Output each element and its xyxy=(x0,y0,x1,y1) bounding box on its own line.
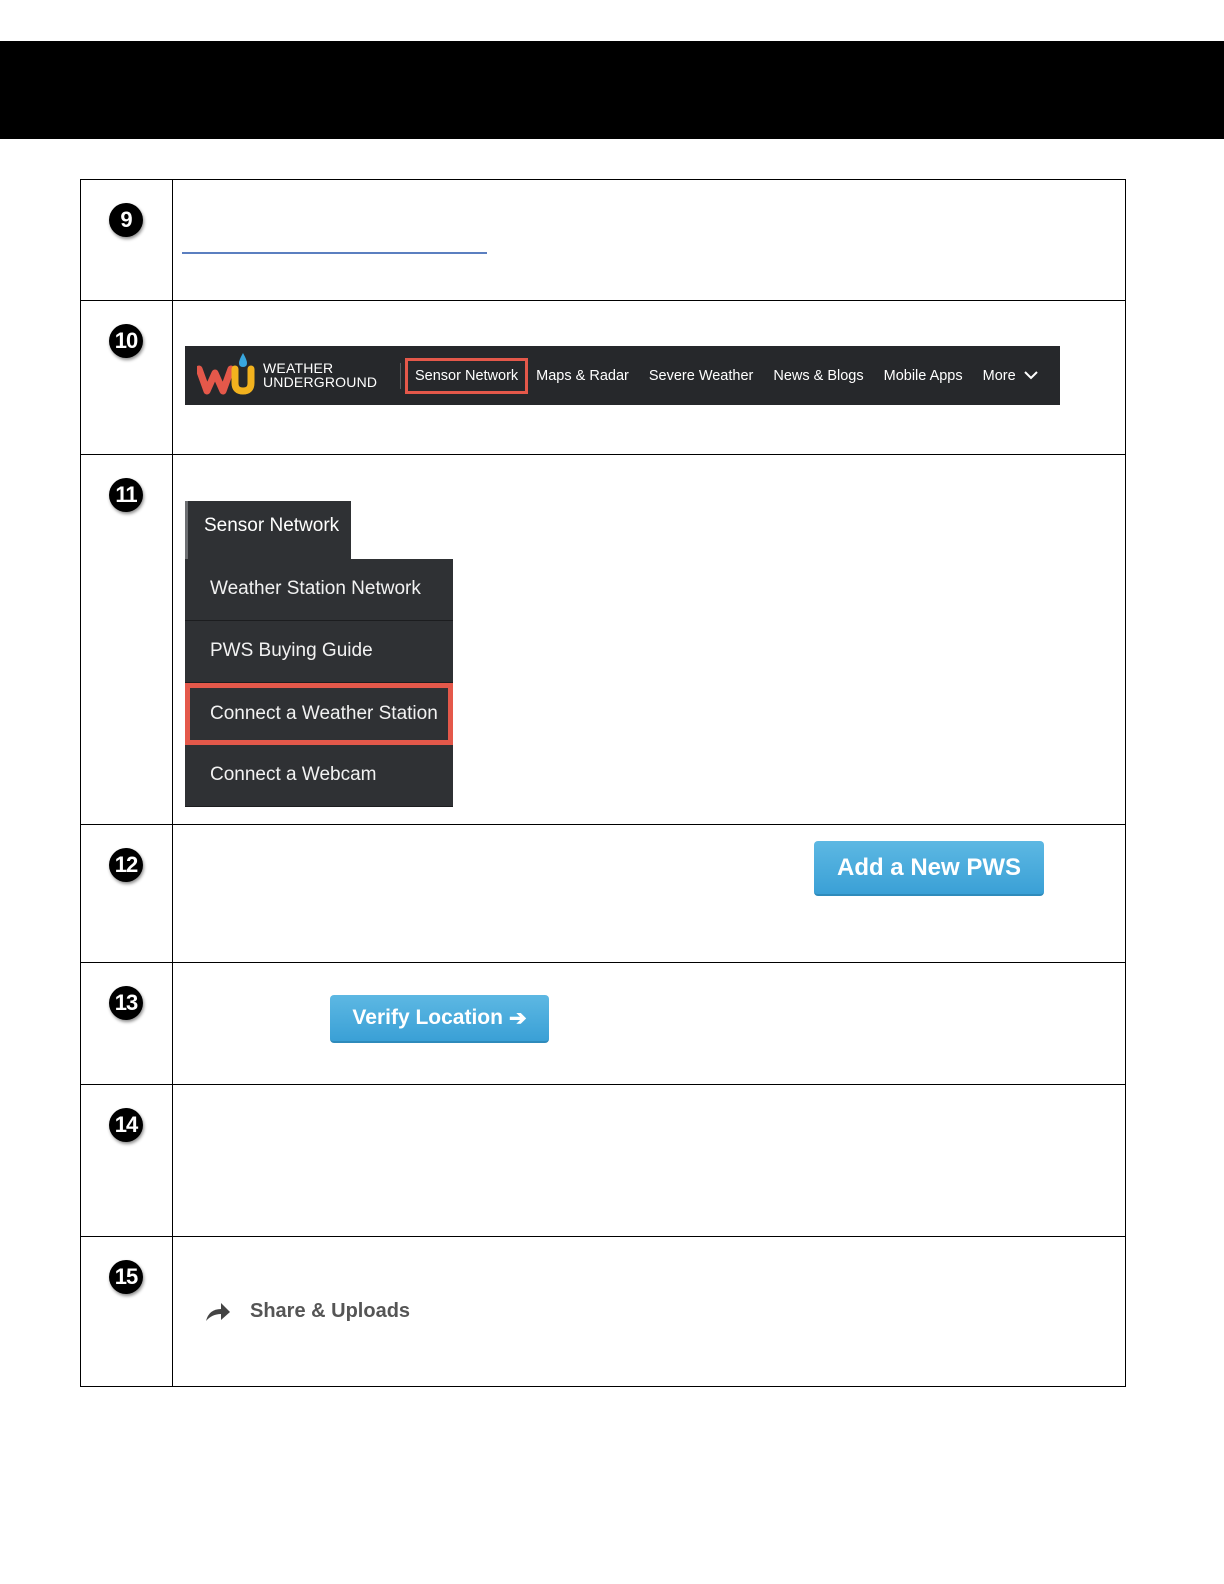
step-number-badge: 9 xyxy=(109,203,143,237)
arrow-right-icon: ➔ xyxy=(508,1006,527,1030)
step-number-badge: 10 xyxy=(109,324,143,358)
step-number-badge: 11 xyxy=(109,478,143,512)
share-uploads-link[interactable] xyxy=(205,1300,410,1323)
add-new-pws-button[interactable]: Add a New PWS xyxy=(814,841,1044,896)
top-banner xyxy=(0,41,1224,139)
wu-logo-line1: WEATHER xyxy=(263,360,334,376)
step-row-9 xyxy=(81,180,1126,301)
nav-separator xyxy=(400,363,401,389)
step-row-13 xyxy=(81,963,1126,1085)
nav-item-maps-radar[interactable]: Maps & Radar xyxy=(536,367,629,384)
nav-item-more-label: More xyxy=(982,367,1016,384)
step-row-15 xyxy=(81,1237,1126,1387)
step-number-badge: 12 xyxy=(109,848,143,882)
menu-item-connect-webcam[interactable]: Connect a Webcam xyxy=(185,745,453,807)
share-arrow-icon xyxy=(205,1302,231,1322)
menu-item-weather-station-network[interactable]: Weather Station Network xyxy=(185,559,453,621)
wu-logo[interactable] xyxy=(185,346,400,405)
wu-logo-icon xyxy=(197,351,259,397)
step-number-badge: 15 xyxy=(109,1260,143,1294)
blank-link-underline[interactable] xyxy=(182,252,487,254)
step-number-badge: 13 xyxy=(109,986,143,1020)
chevron-down-icon xyxy=(1024,371,1038,380)
nav-item-news-blogs[interactable]: News & Blogs xyxy=(773,367,864,384)
nav-item-more[interactable] xyxy=(983,368,1038,384)
share-uploads-label: Share & Uploads xyxy=(250,1300,411,1322)
step-row-10 xyxy=(81,301,1126,455)
step-row-14 xyxy=(81,1085,1126,1237)
menu-item-connect-weather-station[interactable]: Connect a Weather Station xyxy=(185,683,453,745)
nav-item-sensor-network[interactable]: Sensor Network xyxy=(405,358,528,394)
steps-table xyxy=(80,179,1126,1387)
nav-item-severe-weather[interactable]: Severe Weather xyxy=(648,367,754,384)
wu-navbar xyxy=(185,346,1060,405)
sensor-network-tab[interactable]: Sensor Network xyxy=(185,501,351,559)
verify-location-label: Verify Location xyxy=(352,1006,503,1029)
sensor-network-menu xyxy=(185,559,453,807)
wu-logo-line2: UNDERGROUND xyxy=(263,374,378,390)
verify-location-button[interactable] xyxy=(330,995,549,1043)
step-row-11 xyxy=(81,455,1126,825)
step-row-12 xyxy=(81,825,1126,963)
nav-item-mobile-apps[interactable]: Mobile Apps xyxy=(883,367,963,384)
step-number-badge: 14 xyxy=(109,1108,143,1142)
menu-item-pws-buying-guide[interactable]: PWS Buying Guide xyxy=(185,621,453,683)
